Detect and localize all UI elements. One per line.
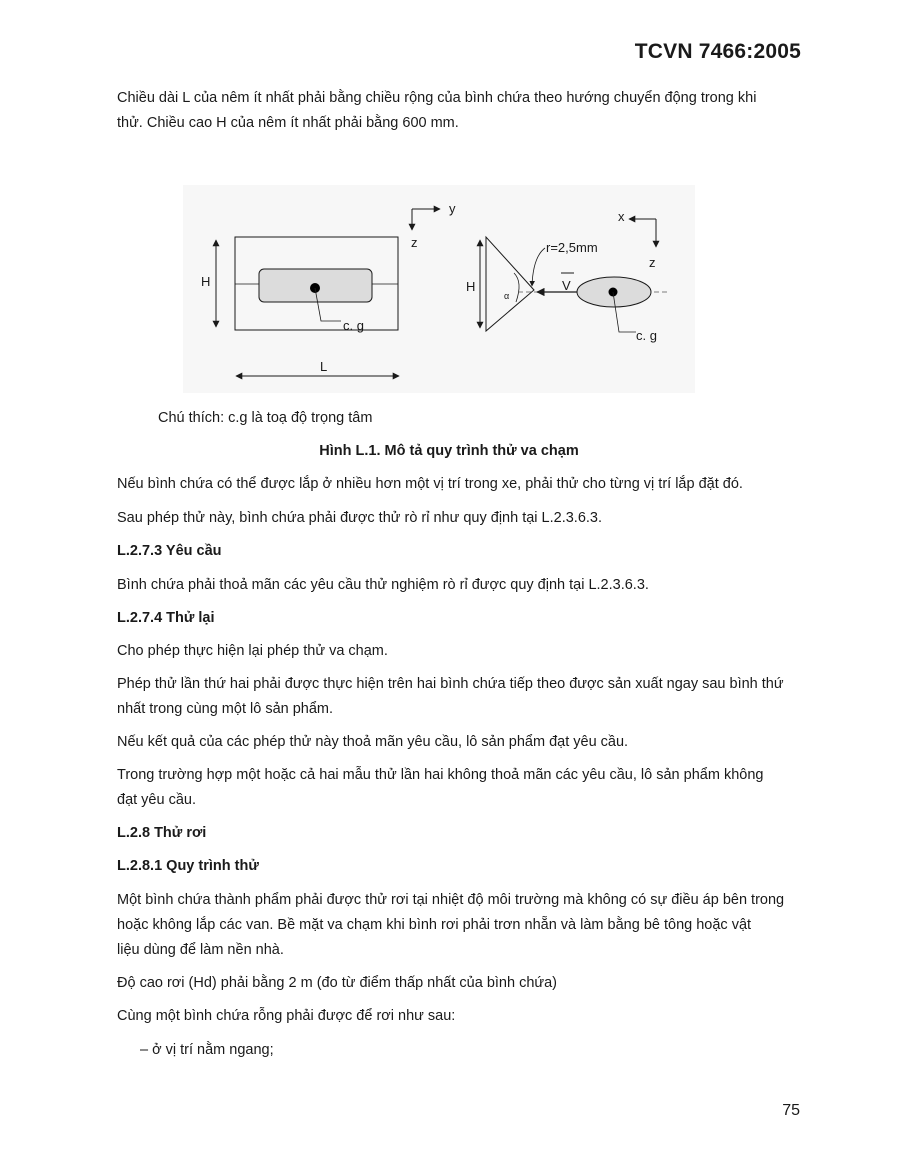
axis-label-y: y (449, 201, 456, 216)
axis-label-x: x (618, 209, 625, 224)
paragraph-5-line-1: Phép thử lần thứ hai phải được thực hiện trên hai bình chứa tiếp theo được sản xuất ngay sau bình thứ (117, 676, 784, 692)
heading-l274: L.2.7.4 Thử lại (117, 610, 215, 626)
heading-l281: L.2.8.1 Quy trình thử (117, 858, 259, 874)
paragraph-8-line-3: liệu dùng để làm nền nhà. (117, 942, 284, 958)
paragraph-3: Bình chứa phải thoả mãn các yêu cầu thử nghiệm rò rỉ được quy định tại L.2.3.6.3. (117, 577, 649, 593)
figure-caption: Hình L.1. Mô tả quy trình thử va chạm (319, 443, 579, 459)
length-label: L (320, 359, 328, 374)
angle-label: α (504, 291, 510, 301)
impact-test-figure (183, 185, 695, 393)
paragraph-5-line-2: nhất trong cùng một lô sản phẩm. (117, 701, 334, 717)
paragraph-10: Cùng một bình chứa rỗng phải được để rơi như sau: (117, 1008, 456, 1024)
paragraph-4: Cho phép thực hiện lại phép thử va chạm. (117, 643, 388, 659)
heading-l273: L.2.7.3 Yêu cầu (117, 543, 222, 559)
list-item-1: – ở vị trí nằm ngang; (140, 1042, 274, 1058)
height-label-left: H (201, 274, 211, 289)
intro-line-2: thử. Chiều cao H của nêm ít nhất phải bằng 600 mm. (117, 115, 459, 131)
axis-label-z-left: z (411, 235, 418, 250)
intro-line-1: Chiều dài L của nêm ít nhất phải bằng chiều rộng của bình chứa theo hướng chuyển động trong khi (117, 90, 757, 106)
standard-code: TCVN 7466:2005 (634, 40, 801, 63)
height-label-right: H (466, 279, 476, 294)
paragraph-1: Nếu bình chứa có thể được lắp ở nhiều hơn một vị trí trong xe, phải thử cho từng vị trí lắp đặt đó. (117, 476, 743, 492)
velocity-label: V (562, 278, 571, 293)
paragraph-8-line-1: Một bình chứa thành phẩm phải được thử rơi tại nhiệt độ môi trường mà không có sự điều áp bên trong (117, 892, 785, 908)
paragraph-8-line-2: hoặc không lắp các van. Bề mặt va chạm khi bình rơi phải trơn nhẵn và làm bằng bê tông hoặc vật (117, 917, 752, 933)
heading-l28: L.2.8 Thử rơi (117, 825, 207, 841)
cg-label-left: c. g (343, 318, 364, 333)
paragraph-9: Độ cao rơi (Hd) phải bằng 2 m (đo từ điểm thấp nhất của bình chứa) (117, 975, 557, 991)
figure-note: Chú thích: c.g là toạ độ trọng tâm (158, 410, 373, 426)
page-number: 75 (782, 1102, 800, 1119)
paragraph-6: Nếu kết quả của các phép thử này thoả mãn yêu cầu, lô sản phẩm đạt yêu cầu. (117, 734, 629, 750)
axis-label-z-right: z (649, 255, 656, 270)
radius-label: r=2,5mm (546, 240, 598, 255)
cg-label-right: c. g (636, 328, 657, 343)
paragraph-7-line-2: đạt yêu cầu. (117, 792, 196, 808)
paragraph-2: Sau phép thử này, bình chứa phải được thử rò rỉ như quy định tại L.2.3.6.3. (117, 510, 603, 526)
paragraph-7-line-1: Trong trường hợp một hoặc cả hai mẫu thử lần hai không thoả mãn các yêu cầu, lô sản phẩm không (117, 767, 764, 783)
